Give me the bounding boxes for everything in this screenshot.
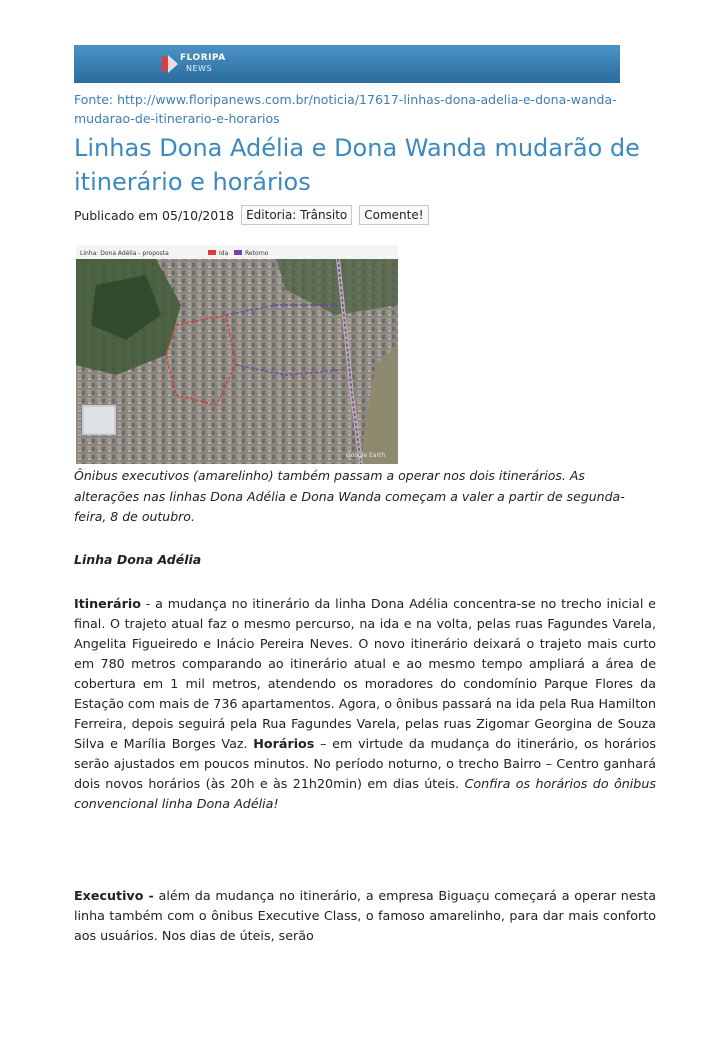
article-title: Linhas Dona Adélia e Dona Wanda mudarão de itinerário e horários [74,134,640,196]
executive-text: além da mudança no itinerário, a empresa Biguaçu começará a operar nesta linha também com o ônibus Executive Class, o famoso amarelinho, para dar mais conforto aos usuários. Nos dias de úteis, serão [74,888,656,943]
map-watermark: Google Earth [346,452,386,459]
map-title-label: Linha: Dona Adélia - proposta [80,250,169,257]
image-caption: Ônibus executivos (amarelinho) também passam a operar nos dois itinerários. As alterações nas linhas Dona Adélia e Dona Wanda começam a valer a partir de segunda-feira, 8 de outubro. [74,468,625,524]
schedule-text: – em virtude da mudança do itinerário, os horários serão ajustados em poucos minutos. No período noturno, o trecho Bairro – Centro ganhará dois novos horários (às 20h e às 21h20min) em dias úteis. [74,736,656,791]
itinerary-label: Itinerário [74,596,141,611]
published-date: Publicado em 05/10/2018 [74,207,235,223]
site-logo[interactable] [162,53,242,77]
section-heading: Linha Dona Adélia [74,552,202,567]
legend-ida-label: Ida [219,250,229,257]
site-header-banner [74,45,620,83]
executive-paragraph [74,886,656,946]
comment-button[interactable]: Comente! [359,205,428,225]
editoria-tag[interactable]: Editoria: Trânsito [241,205,352,225]
source-link[interactable]: Fonte: http://www.floripanews.com.br/noticia/17617-linhas-dona-adelia-e-dona-wanda-mudarao-de-itinerario-e-horarios [74,92,617,126]
schedule-label: Horários [253,736,315,751]
legend-retorno-swatch [234,250,242,255]
itinerary-text: - a mudança no itinerário da linha Dona Adélia concentra-se no trecho inicial e final. O trajeto atual faz o mesmo percurso, na ida e na volta, pelas ruas Fagundes Varela, Angelita Figueiredo e Inácio Pereira Neves. O novo itinerário deixará o trajeto mais curto em 780 metros comparando ao itinerário atual e ao mesmo tempo ampliará a área de cobertura em 1 mil metros, atendendo os moradores do condomínio Parque Flores da Estação com mais de 736 apartamentos. Agora, o ônibus passará na ida pela Rua Hamilton Ferreira, depois seguirá pela Rua Fagundes Varela, pelas ruas Zigomar Georgina de Souza Silva e Marília Borges Vaz. [74,596,656,751]
route-map-image [76,245,398,464]
article-meta [74,205,429,229]
logo-text-line1: FLORIPA [180,53,226,63]
legend-retorno-label: Retorno [245,250,269,257]
logo-text-line2: NEWS [186,64,213,73]
logo-icon-accent [168,55,178,73]
executive-label: Executivo - [74,888,154,903]
schedule-link[interactable]: Confira os horários do ônibus convencional linha Dona Adélia! [74,776,656,811]
itinerary-paragraph [74,594,656,814]
legend-ida-swatch [208,250,216,255]
